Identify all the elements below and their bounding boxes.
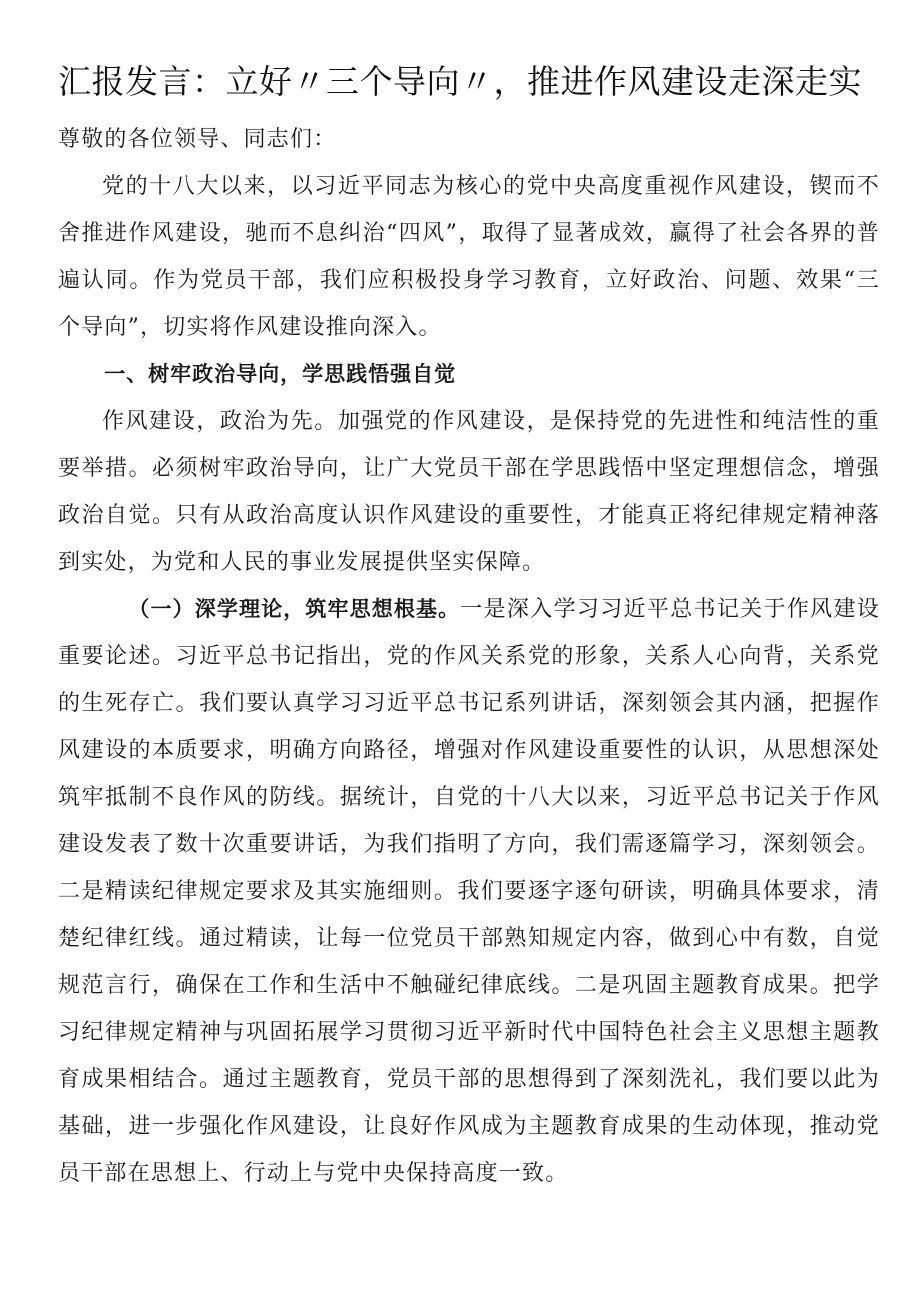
document-page xyxy=(58,58,880,1197)
document-title: 汇报发言：立好〃三个导向〃，推进作风建设走深走实 xyxy=(58,62,862,101)
section-1-heading: 一、树牢政治导向，学思践悟强自觉 xyxy=(104,362,457,386)
section-1-paragraph: 作风建设，政治为先。加强党的作风建设，是保持党的先进性和纯洁性的重要举措。必须树牢政治导向，让广大党员干部在学思践悟中坚定理想信念，增强政治自觉。只有从政治高度认识作风建设的重要性，才能真正将纪律规定精神落到实处，为党和人民的事业发展提供坚实保障。 xyxy=(58,409,880,575)
subsection-1-paragraph xyxy=(58,586,880,1197)
subsection-1-body: 一是深入学习习近平总书记关于作风建设重要论述。习近平总书记指出，党的作风关系党的形象，关系人心向背，关系党的生死存亡。我们要认真学习习近平总书记系列讲话，深刻领会其内涵，把握作风建设的本质要求，明确方向路径，增强对作风建设重要性的认识，从思想深处筑牢抵制不良作风的防线。据统计，自党的十八大以来，习近平总书记关于作风建设发表了数十次重要讲话，为我们指明了方向，我们需逐篇学习，深刻领会。二是精读纪律规定要求及其实施细则。我们要逐字逐句研读，明确具体要求，清楚纪律红线。通过精读，让每一位党员干部熟知规定内容，做到心中有数，自觉规范言行，确保在工作和生活中不触碰纪律底线。二是巩固主题教育成果。把学习纪律规定精神与巩固拓展学习贯彻习近平新时代中国特色社会主义思想主题教育成果相结合。通过主题教育，党员干部的思想得到了深刻洗礼，我们要以此为基础，进一步强化作风建设，让良好作风成为主题教育成果的生动体现，推动党员干部在思想上、行动上与党中央保持高度一致。 xyxy=(58,597,880,1186)
salutation: 尊敬的各位领导、同志们： xyxy=(58,127,337,152)
intro-paragraph: 党的十八大以来，以习近平同志为核心的党中央高度重视作风建设，锲而不舍推进作风建设，驰而不息纠治“四风”，取得了显著成效，赢得了社会各界的普遍认同。作为党员干部，我们应积极投身学习教育，立好政治、问题、效果“三个导向”，切实将作风建设推向深入。 xyxy=(58,174,880,340)
subsection-1-lead: （一）深学理论，筑牢思想根基。 xyxy=(128,597,461,621)
